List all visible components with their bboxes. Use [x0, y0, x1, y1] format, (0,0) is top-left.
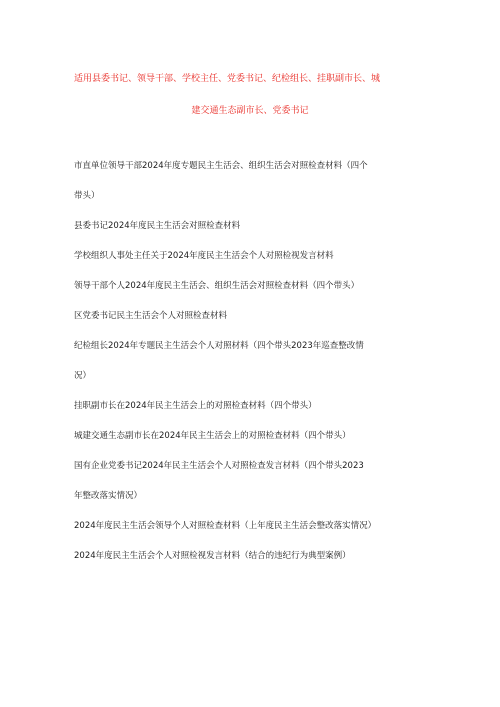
- list-item: [74, 250, 426, 262]
- list-item: [74, 220, 426, 232]
- list-item: [74, 160, 426, 202]
- list-item-text-continued: 带头）: [74, 191, 100, 201]
- list-item: [74, 520, 426, 532]
- list-item-text: 领导干部个人2024年度民主生活会、组织生活会对照检查材料（四个带头）: [74, 281, 360, 291]
- list-item: [74, 460, 426, 502]
- document-list: [74, 160, 426, 562]
- subtitle-line-1: 适用县委书记、领导干部、学校主任、党委书记、纪检组长、挂职副市长、城: [74, 74, 381, 84]
- list-item: [74, 340, 426, 382]
- list-item-text-continued: 年整改落实情况）: [74, 491, 143, 501]
- list-item-text: 纪检组长2024年专题民主生活会个人对照材料（四个带头2023年巡查整改情: [74, 341, 364, 351]
- list-item-text: 区党委书记民主生活会个人对照检查材料: [74, 311, 228, 321]
- list-item-text: 县委书记2024年度民主生活会对照检查材料: [74, 221, 241, 231]
- list-item-text: 城建交通生态副市长在2024年民主生活会上的对照检查材料（四个带头）: [74, 431, 351, 441]
- list-item-text-continued: 况）: [74, 371, 92, 381]
- list-item-text: 2024年度民主生活会个人对照检视发言材料（结合的违纪行为典型案例）: [74, 551, 351, 561]
- list-item-text: 挂职副市长在2024年民主生活会上的对照检查材料（四个带头）: [74, 401, 317, 411]
- list-item-text: 国有企业党委书记2024年民主生活会个人对照检查发言材料（四个带头2023: [74, 461, 364, 471]
- list-item: [74, 430, 426, 442]
- list-item: [74, 310, 426, 322]
- list-item: [74, 400, 426, 412]
- list-item: [74, 550, 426, 562]
- list-item: [74, 280, 426, 292]
- list-item-text: 市直单位领导干部2024年度专题民主生活会、组织生活会对照检查材料（四个: [74, 161, 368, 171]
- list-item-text: 2024年度民主生活会领导个人对照检查材料（上年度民主生活会整改落实情况）: [74, 521, 377, 531]
- list-item-text: 学校组织人事处主任关于2024年度民主生活会个人对照检视发言材料: [74, 251, 334, 261]
- subtitle-line-2: 建交通生态副市长、党委书记: [191, 106, 309, 116]
